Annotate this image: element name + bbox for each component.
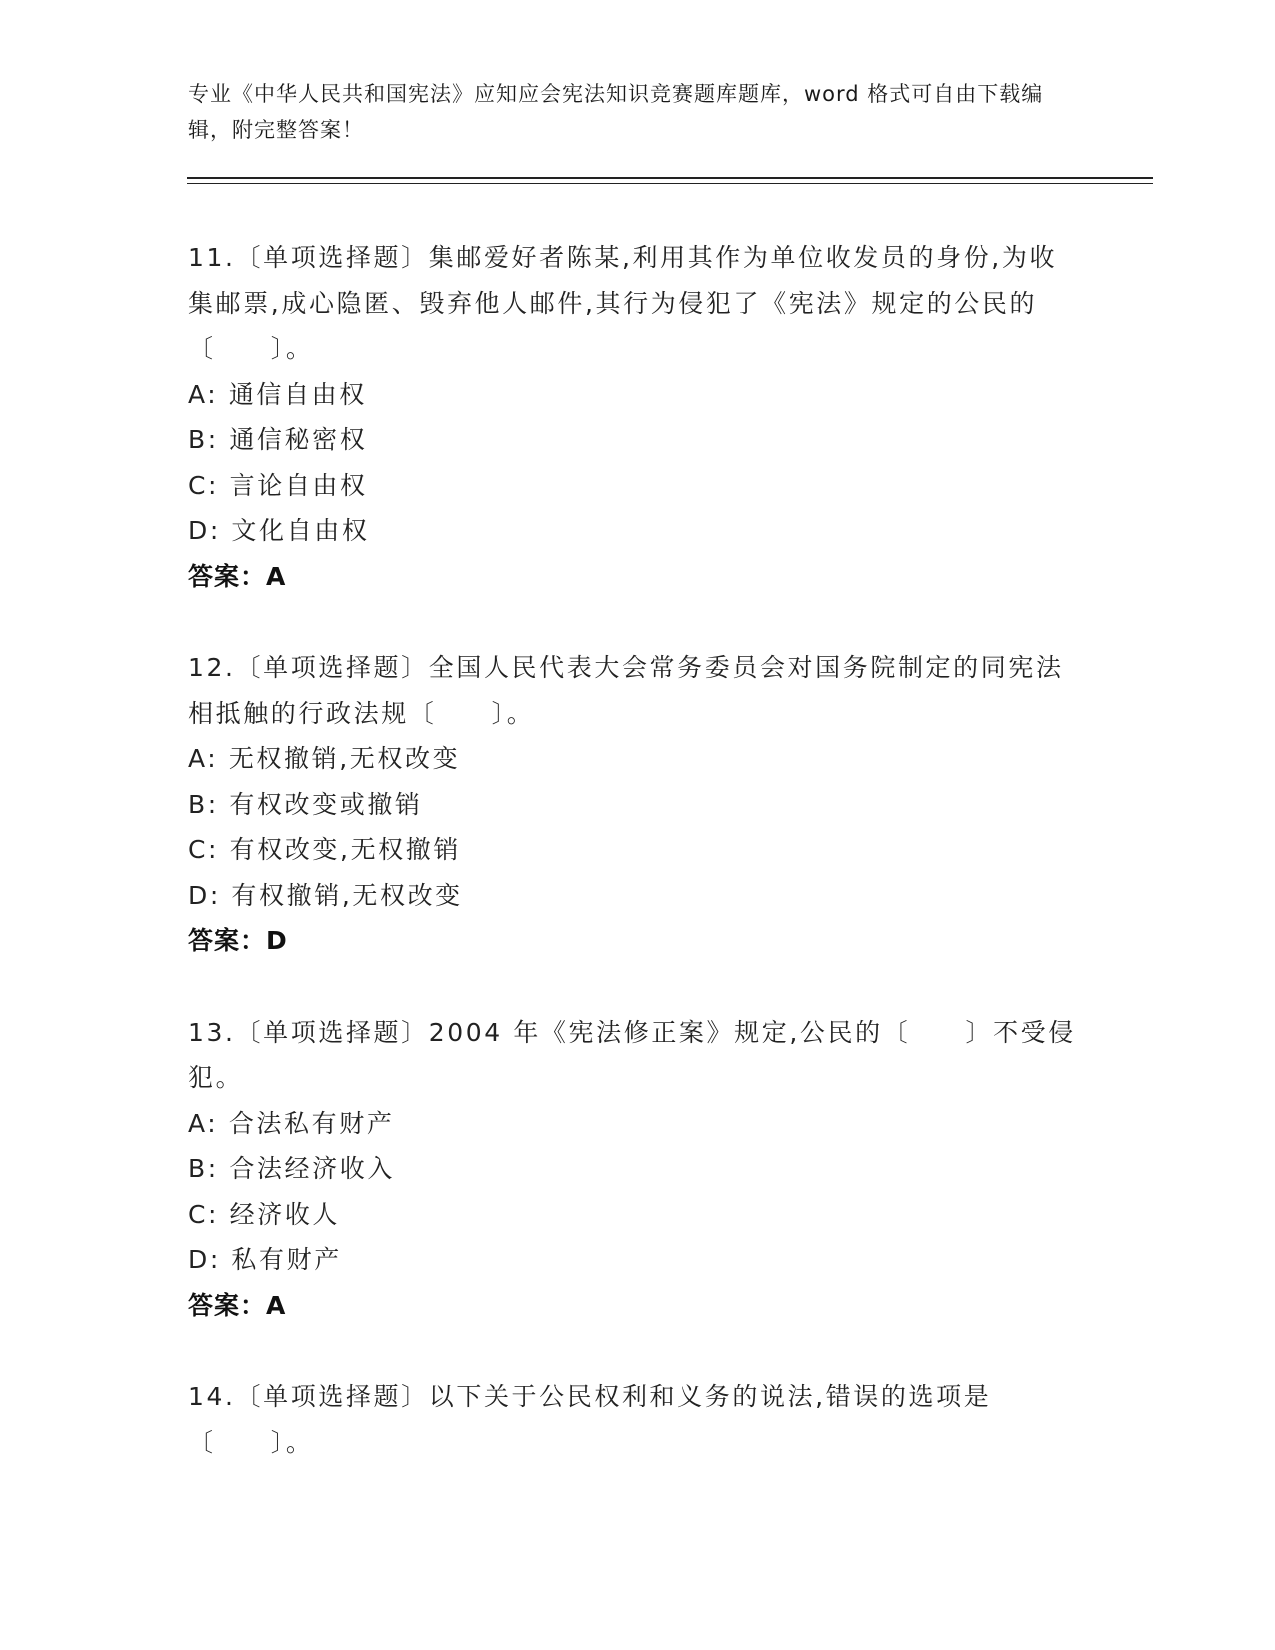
question-stem: 14.〔单项选择题〕以下关于公民权利和义务的说法,错误的选项是〔 〕。 [188,1382,992,1457]
option-d: D: 文化自由权 [188,516,370,545]
header-divider-thin [187,183,1153,184]
question-stem: 13.〔单项选择题〕2004 年《宪法修正案》规定,公民的〔 〕不受侵犯。 [188,1017,1076,1092]
question-stem: 11.〔单项选择题〕集邮爱好者陈某,利用其作为单位收发员的身份,为收集邮票,成心隐匿、毁弃他人邮件,其行为侵犯了《宪法》规定的公民的〔 〕。 [188,243,1058,363]
question-14 [188,1374,1078,1465]
option-b: B: 有权改变或撤销 [188,789,423,819]
option-c: C: 言论自由权 [188,470,368,500]
question-12 [188,645,1078,964]
option-c: C: 经济收人 [188,1199,341,1229]
document-header: 专业《中华人民共和国宪法》应知应会宪法知识竞赛题库题库，word 格式可自由下载编辑，附完整答案！ [188,82,1044,142]
option-c: C: 有权改变,无权撤销 [188,835,461,864]
question-11 [188,235,1078,599]
option-b: B: 通信秘密权 [188,425,368,454]
question-spacer [188,1328,1078,1374]
option-b: B: 合法经济收入 [188,1154,395,1183]
question-list [188,235,1078,1465]
answer-line: 答案：D [188,926,288,955]
option-a: A: 合法私有财产 [188,1108,395,1138]
option-d: D: 私有财产 [188,1245,342,1274]
question-13 [188,1010,1078,1329]
question-stem: 12.〔单项选择题〕全国人民代表大会常务委员会对国务院制定的同宪法相抵触的行政法规〔 〕。 [188,653,1064,728]
option-a: A: 无权撤销,无权改变 [188,744,461,773]
answer-line: 答案：A [188,1290,287,1320]
question-spacer [188,599,1078,645]
option-d: D: 有权撤销,无权改变 [188,880,463,910]
header-divider-thick [187,177,1153,179]
question-spacer [188,964,1078,1010]
answer-line: 答案：A [188,561,287,591]
option-a: A: 通信自由权 [188,379,367,409]
